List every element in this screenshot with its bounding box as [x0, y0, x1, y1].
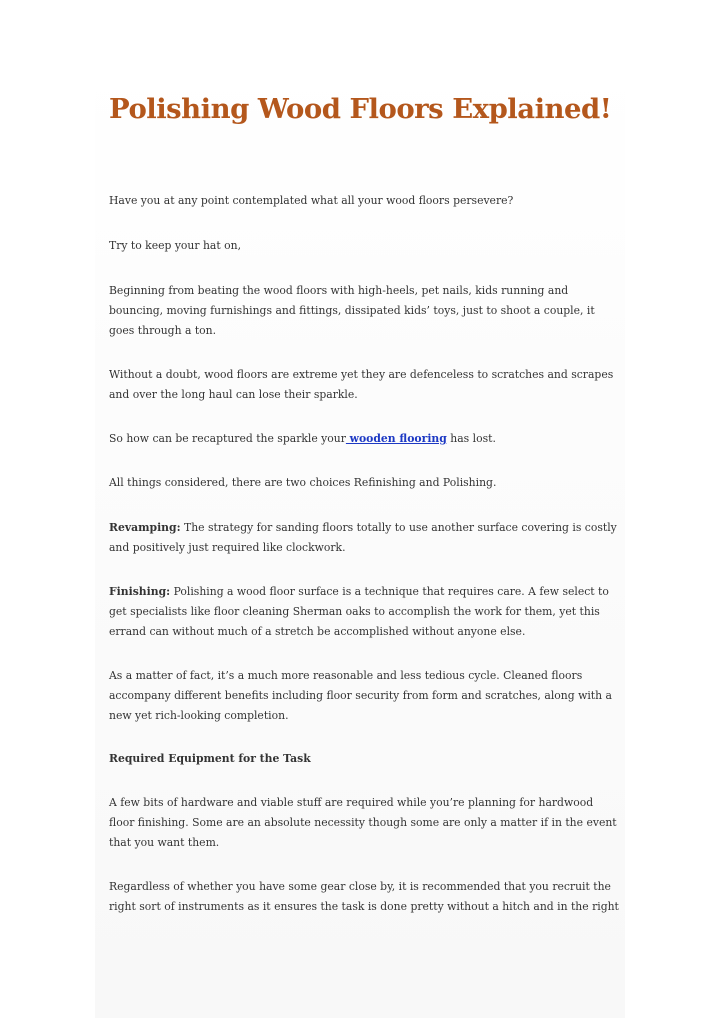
paragraph-matter-of-fact: As a matter of fact, it’s a much more reasonable and less tedious cycle. Cleaned floors accompany different benefits including floor security from form and scratches, along with a new yet rich-looking completion. — [109, 669, 612, 722]
section-heading-equipment-text: Required Equipment for the Task — [109, 752, 311, 765]
finishing-text: Polishing a wood floor surface is a technique that requires care. A few select to get specialists like floor cleaning Sherman oaks to accomplish the work for them, yet this errand can without much of a stretch be accomplished without anyone else. — [109, 585, 609, 638]
paragraph-gear: Regardless of whether you have some gear close by, it is recommended that you recruit the right sort of instruments as it ensures the task is done pretty without a hitch and in the right — [109, 880, 619, 913]
paragraph-sparkle-text: So how can be recaptured the sparkle your — [109, 432, 346, 445]
paragraph-hardware: A few bits of hardware and viable stuff are required while you’re planning for hardwood floor finishing. Some are an absolute necessity though some are only a matter if in the event that you want them. — [109, 796, 617, 849]
paragraph-sparkle-end: has lost. — [446, 432, 496, 445]
page-sheet — [95, 0, 625, 1018]
paragraph-hat: Try to keep your hat on, — [109, 239, 242, 252]
paragraph-revamping — [109, 518, 619, 558]
paragraph-beginning: Beginning from beating the wood floors with high-heels, pet nails, kids running and bouncing, moving furnishings and fittings, dissipated kids’ toys, just to shoot a couple, it goes through a ton. — [109, 284, 595, 337]
revamping-text: The strategy for sanding floors totally to use another surface covering is costly and positively just required like clockwork. — [109, 521, 617, 554]
paragraph-sparkle — [109, 429, 619, 449]
paragraph-intro: Have you at any point contemplated what all your wood floors persevere? — [109, 194, 514, 207]
page-title: Polishing Wood Floors Explained! — [109, 93, 612, 125]
section-heading-equipment — [109, 749, 619, 769]
finishing-label: Finishing: — [109, 585, 171, 598]
paragraph-doubt: Without a doubt, wood floors are extreme yet they are defenceless to scratches and scrapes and over the long haul can lose their sparkle. — [109, 368, 614, 401]
paragraph-finishing — [109, 582, 619, 642]
revamping-label: Revamping: — [109, 521, 181, 534]
paragraph-choices: All things considered, there are two choices Refinishing and Polishing. — [109, 476, 497, 489]
wooden-flooring-link[interactable]: wooden flooring — [345, 432, 447, 445]
